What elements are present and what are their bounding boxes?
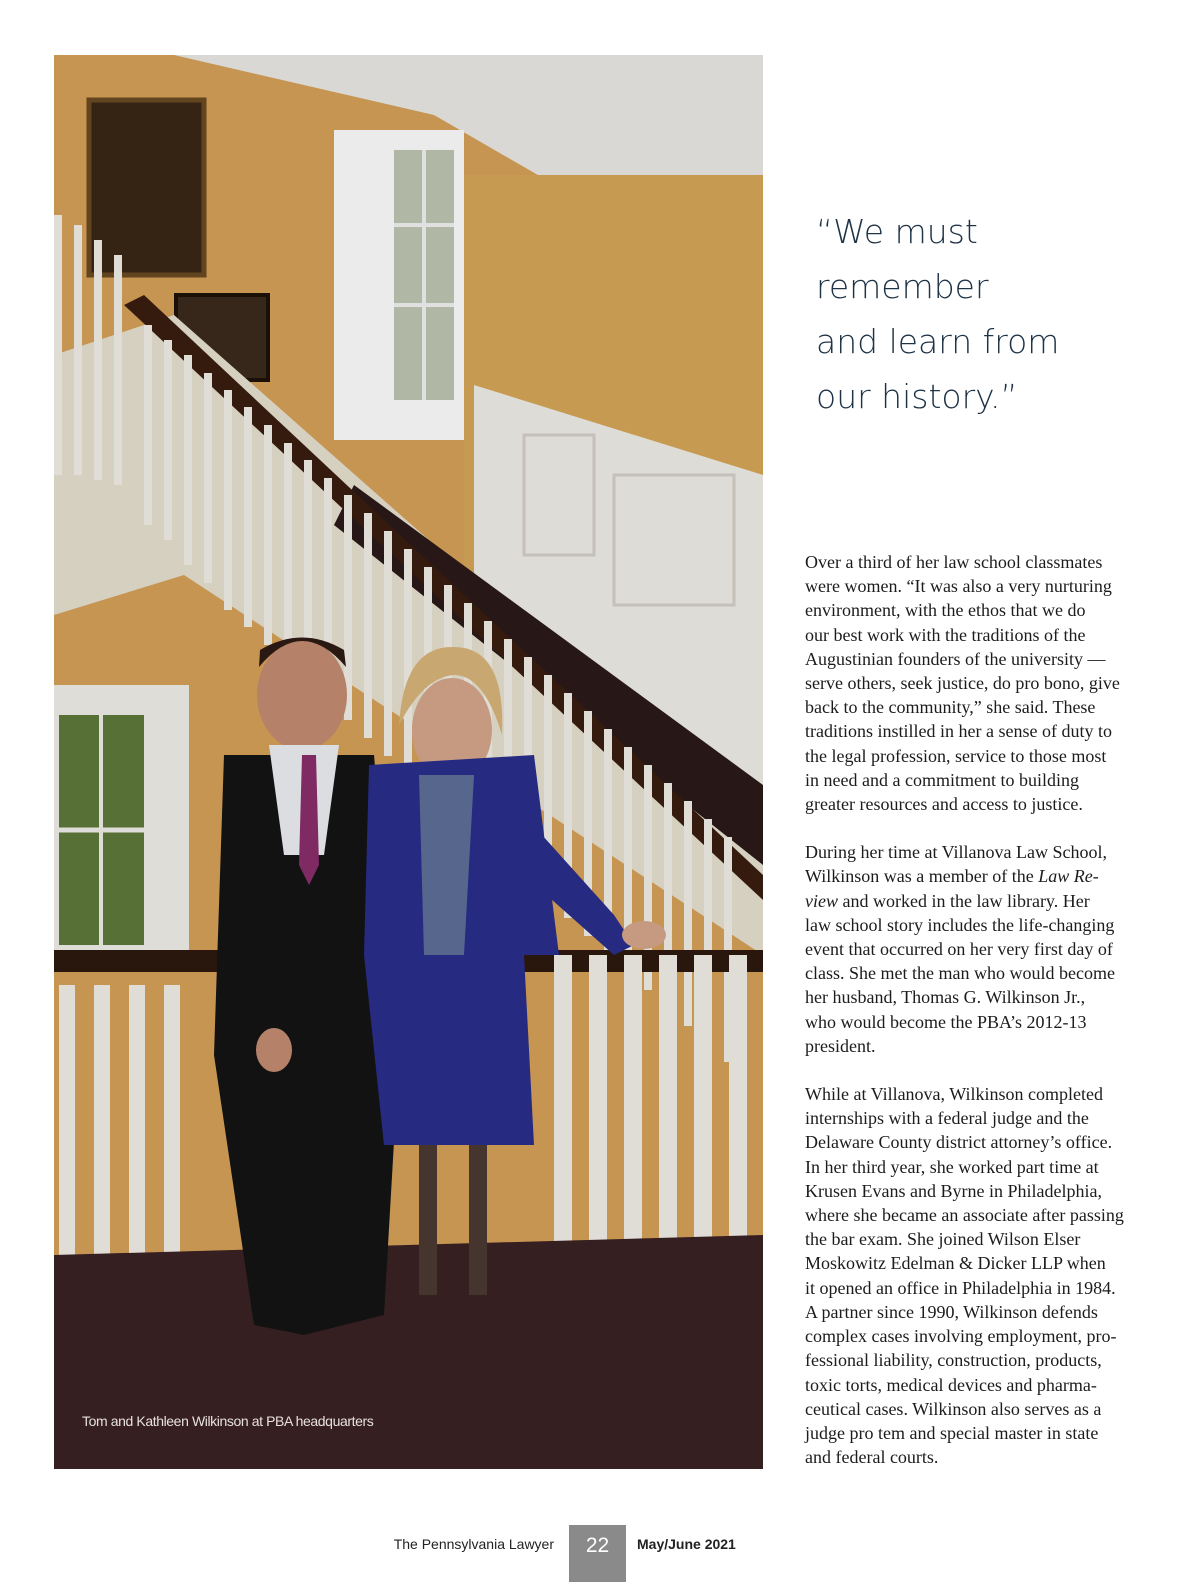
staircase-photo-illustration xyxy=(54,55,763,1469)
text-line: back to the community,” she said. These xyxy=(805,697,1096,718)
text-line: law school story includes the life-changing xyxy=(805,914,1115,935)
text-line: Over a third of her law school classmates xyxy=(805,552,1103,572)
text-line: event that occurred on her very first day of xyxy=(805,939,1113,960)
photo-caption: Tom and Kathleen Wilkinson at PBA headquarters xyxy=(82,1413,374,1429)
pull-quote-line: our history.” xyxy=(816,377,1018,416)
text-line: and federal courts. xyxy=(805,1447,939,1468)
text-line: Moskowitz Edelman & Dicker LLP when xyxy=(805,1253,1106,1274)
text-line: Delaware County district attorney’s office. xyxy=(805,1132,1113,1153)
text-line: her husband, Thomas G. Wilkinson Jr., xyxy=(805,987,1086,1008)
text-line: class. She met the man who would become xyxy=(805,963,1115,984)
paragraph-2 xyxy=(805,840,1150,1058)
text-line: traditions instilled in her a sense of duty to xyxy=(805,721,1112,742)
text-line: greater resources and access to justice. xyxy=(805,794,1083,815)
text-line: While at Villanova, Wilkinson completed xyxy=(805,1084,1103,1105)
text-line: president. xyxy=(805,1035,876,1056)
footer-page-number: 22 xyxy=(569,1525,626,1582)
text-line: it opened an office in Philadelphia in 1984. xyxy=(805,1277,1116,1298)
publication-name-italic: Law Re- xyxy=(1038,866,1099,887)
text-line: fessional liability, construction, products, xyxy=(805,1350,1102,1371)
text-line: the bar exam. She joined Wilson Elser xyxy=(805,1229,1081,1250)
text-line: Augustinian founders of the university — xyxy=(805,648,1106,669)
article-photo xyxy=(54,55,763,1469)
pull-quote-line: remember xyxy=(816,267,989,306)
text-line: In her third year, she worked part time at xyxy=(805,1156,1099,1177)
text-line: were women. “It was also a very nurturing xyxy=(805,576,1112,597)
text-line: where she became an associate after passing xyxy=(805,1205,1124,1226)
publication-name-italic: view xyxy=(805,890,838,911)
text-line: complex cases involving employment, pro- xyxy=(805,1326,1117,1347)
pull-quote xyxy=(816,204,1156,424)
text-line: in need and a commitment to building xyxy=(805,769,1079,790)
text-line xyxy=(805,864,1150,888)
text-line: our best work with the traditions of the xyxy=(805,624,1086,645)
article-body xyxy=(805,550,1150,1493)
text-line: who would become the PBA’s 2012-13 xyxy=(805,1011,1087,1032)
paragraph-1 xyxy=(805,550,1150,816)
text-line: Krusen Evans and Byrne in Philadelphia, xyxy=(805,1180,1102,1201)
footer-issue-date: May/June 2021 xyxy=(637,1536,736,1552)
text-line: the legal profession, service to those most xyxy=(805,745,1107,766)
text-line: internships with a federal judge and the xyxy=(805,1108,1089,1129)
pull-quote-line: and learn from xyxy=(816,322,1060,361)
text-line: A partner since 1990, Wilkinson defends xyxy=(805,1301,1098,1322)
text-line: ceutical cases. Wilkinson also serves as a xyxy=(805,1398,1102,1419)
text-line: serve others, seek justice, do pro bono, give xyxy=(805,673,1120,694)
text-segment: Wilkinson was a member of the xyxy=(805,866,1039,887)
text-line: During her time at Villanova Law School, xyxy=(805,842,1108,863)
footer-publication-name: The Pennsylvania Lawyer xyxy=(393,1536,554,1552)
text-line xyxy=(805,889,1150,913)
text-line: toxic torts, medical devices and pharma- xyxy=(805,1374,1097,1395)
text-line: environment, with the ethos that we do xyxy=(805,600,1086,621)
text-segment: and worked in the law library. Her xyxy=(838,890,1090,911)
text-line: judge pro tem and special master in state xyxy=(805,1422,1099,1443)
pull-quote-line: “We must xyxy=(816,212,978,251)
paragraph-3 xyxy=(805,1082,1150,1469)
